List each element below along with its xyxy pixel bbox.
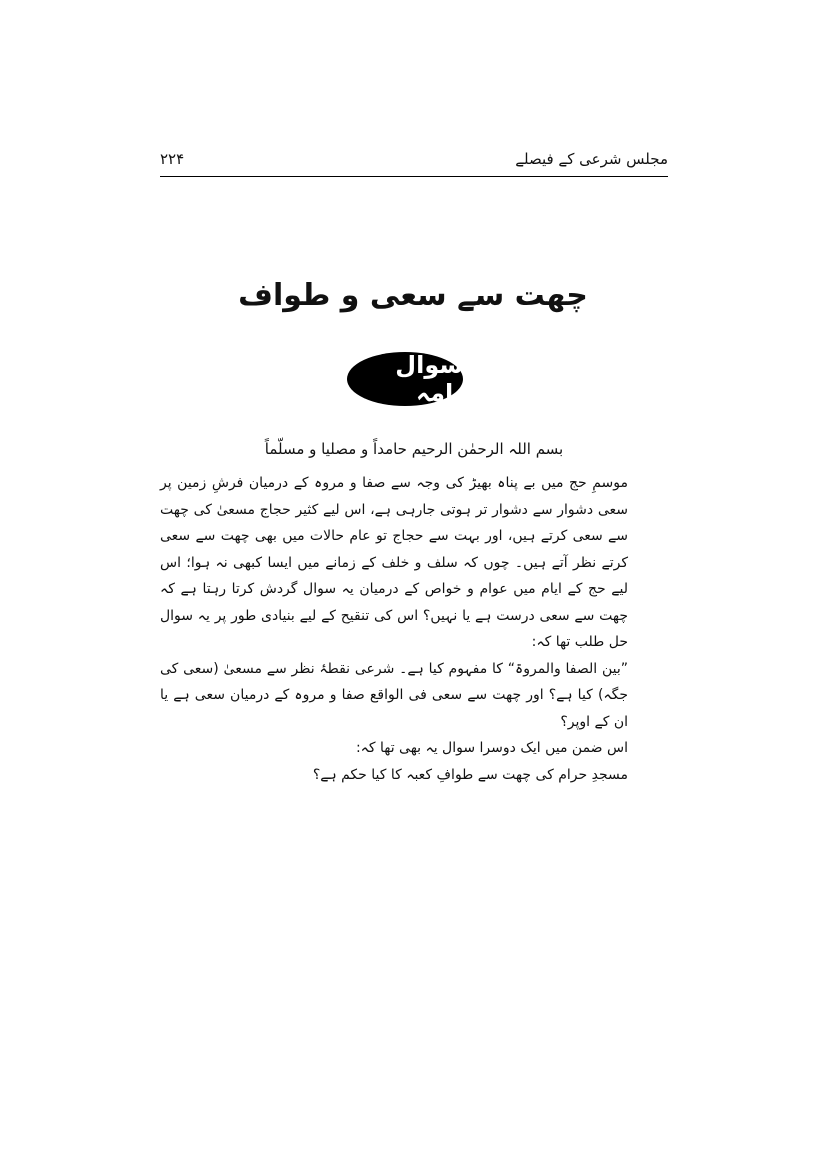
chapter-title: چھت سے سعی و طواف: [238, 278, 588, 313]
question-body: [160, 470, 668, 788]
section-badge: [347, 352, 463, 406]
paragraph: اس ضمن میں ایک دوسرا سوال یہ بھی تھا کہ:: [355, 740, 628, 756]
paragraph: موسمِ حج میں بے پناہ بھیڑ کی وجہ سے صفا و مروہ کے درمیان فرشِ زمین پر سعی دشوار سے دشوار تر ہوتی جارہی ہے، اس لیے کثیر حجاج مسعیٰ کی چھت سے سعی کرتے ہیں، اور بہت سے حجاج تو عام حالات میں بھی چھت سے سعی کرتے نظر آتے ہیں۔ چوں کہ سلف و خلف کے زمانے میں ایسا کبھی نہ ہوا؛ اس لیے حج کے ایام میں عوام و خواص کے درمیان یہ سوال گردش کرتا رہتا ہے کہ چھت سے سعی درست ہے یا نہیں؟ اس کی تنقیح کے لیے بنیادی طور پر یہ سوال حل طلب تھا کہ:: [160, 475, 628, 650]
section-badge-label: سوال نامہ: [395, 351, 463, 407]
paragraph: مسجدِ حرام کی چھت سے طوافِ کعبہ کا کیا حکم ہے؟: [312, 766, 628, 783]
running-title: مجلس شرعی کے فیصلے: [509, 150, 668, 168]
paragraph: ”بین الصفا والمروۃ“ کا مفہوم کیا ہے۔ شرعی نقطۂ نظر سے مسعیٰ (سعی کی جگہ) کیا ہے؟ اور چھت سے سعی فی الواقع صفا و مروہ کے درمیان سعی ہے یا ان کے اوپر؟: [160, 660, 628, 730]
page-number: ۲۲۴: [160, 150, 190, 168]
header-rule: [160, 176, 668, 177]
page-header: [160, 150, 668, 180]
basmala: بسم اللہ الرحمٰن الرحیم حامداً و مصلیا و مسلّماً: [264, 440, 564, 458]
